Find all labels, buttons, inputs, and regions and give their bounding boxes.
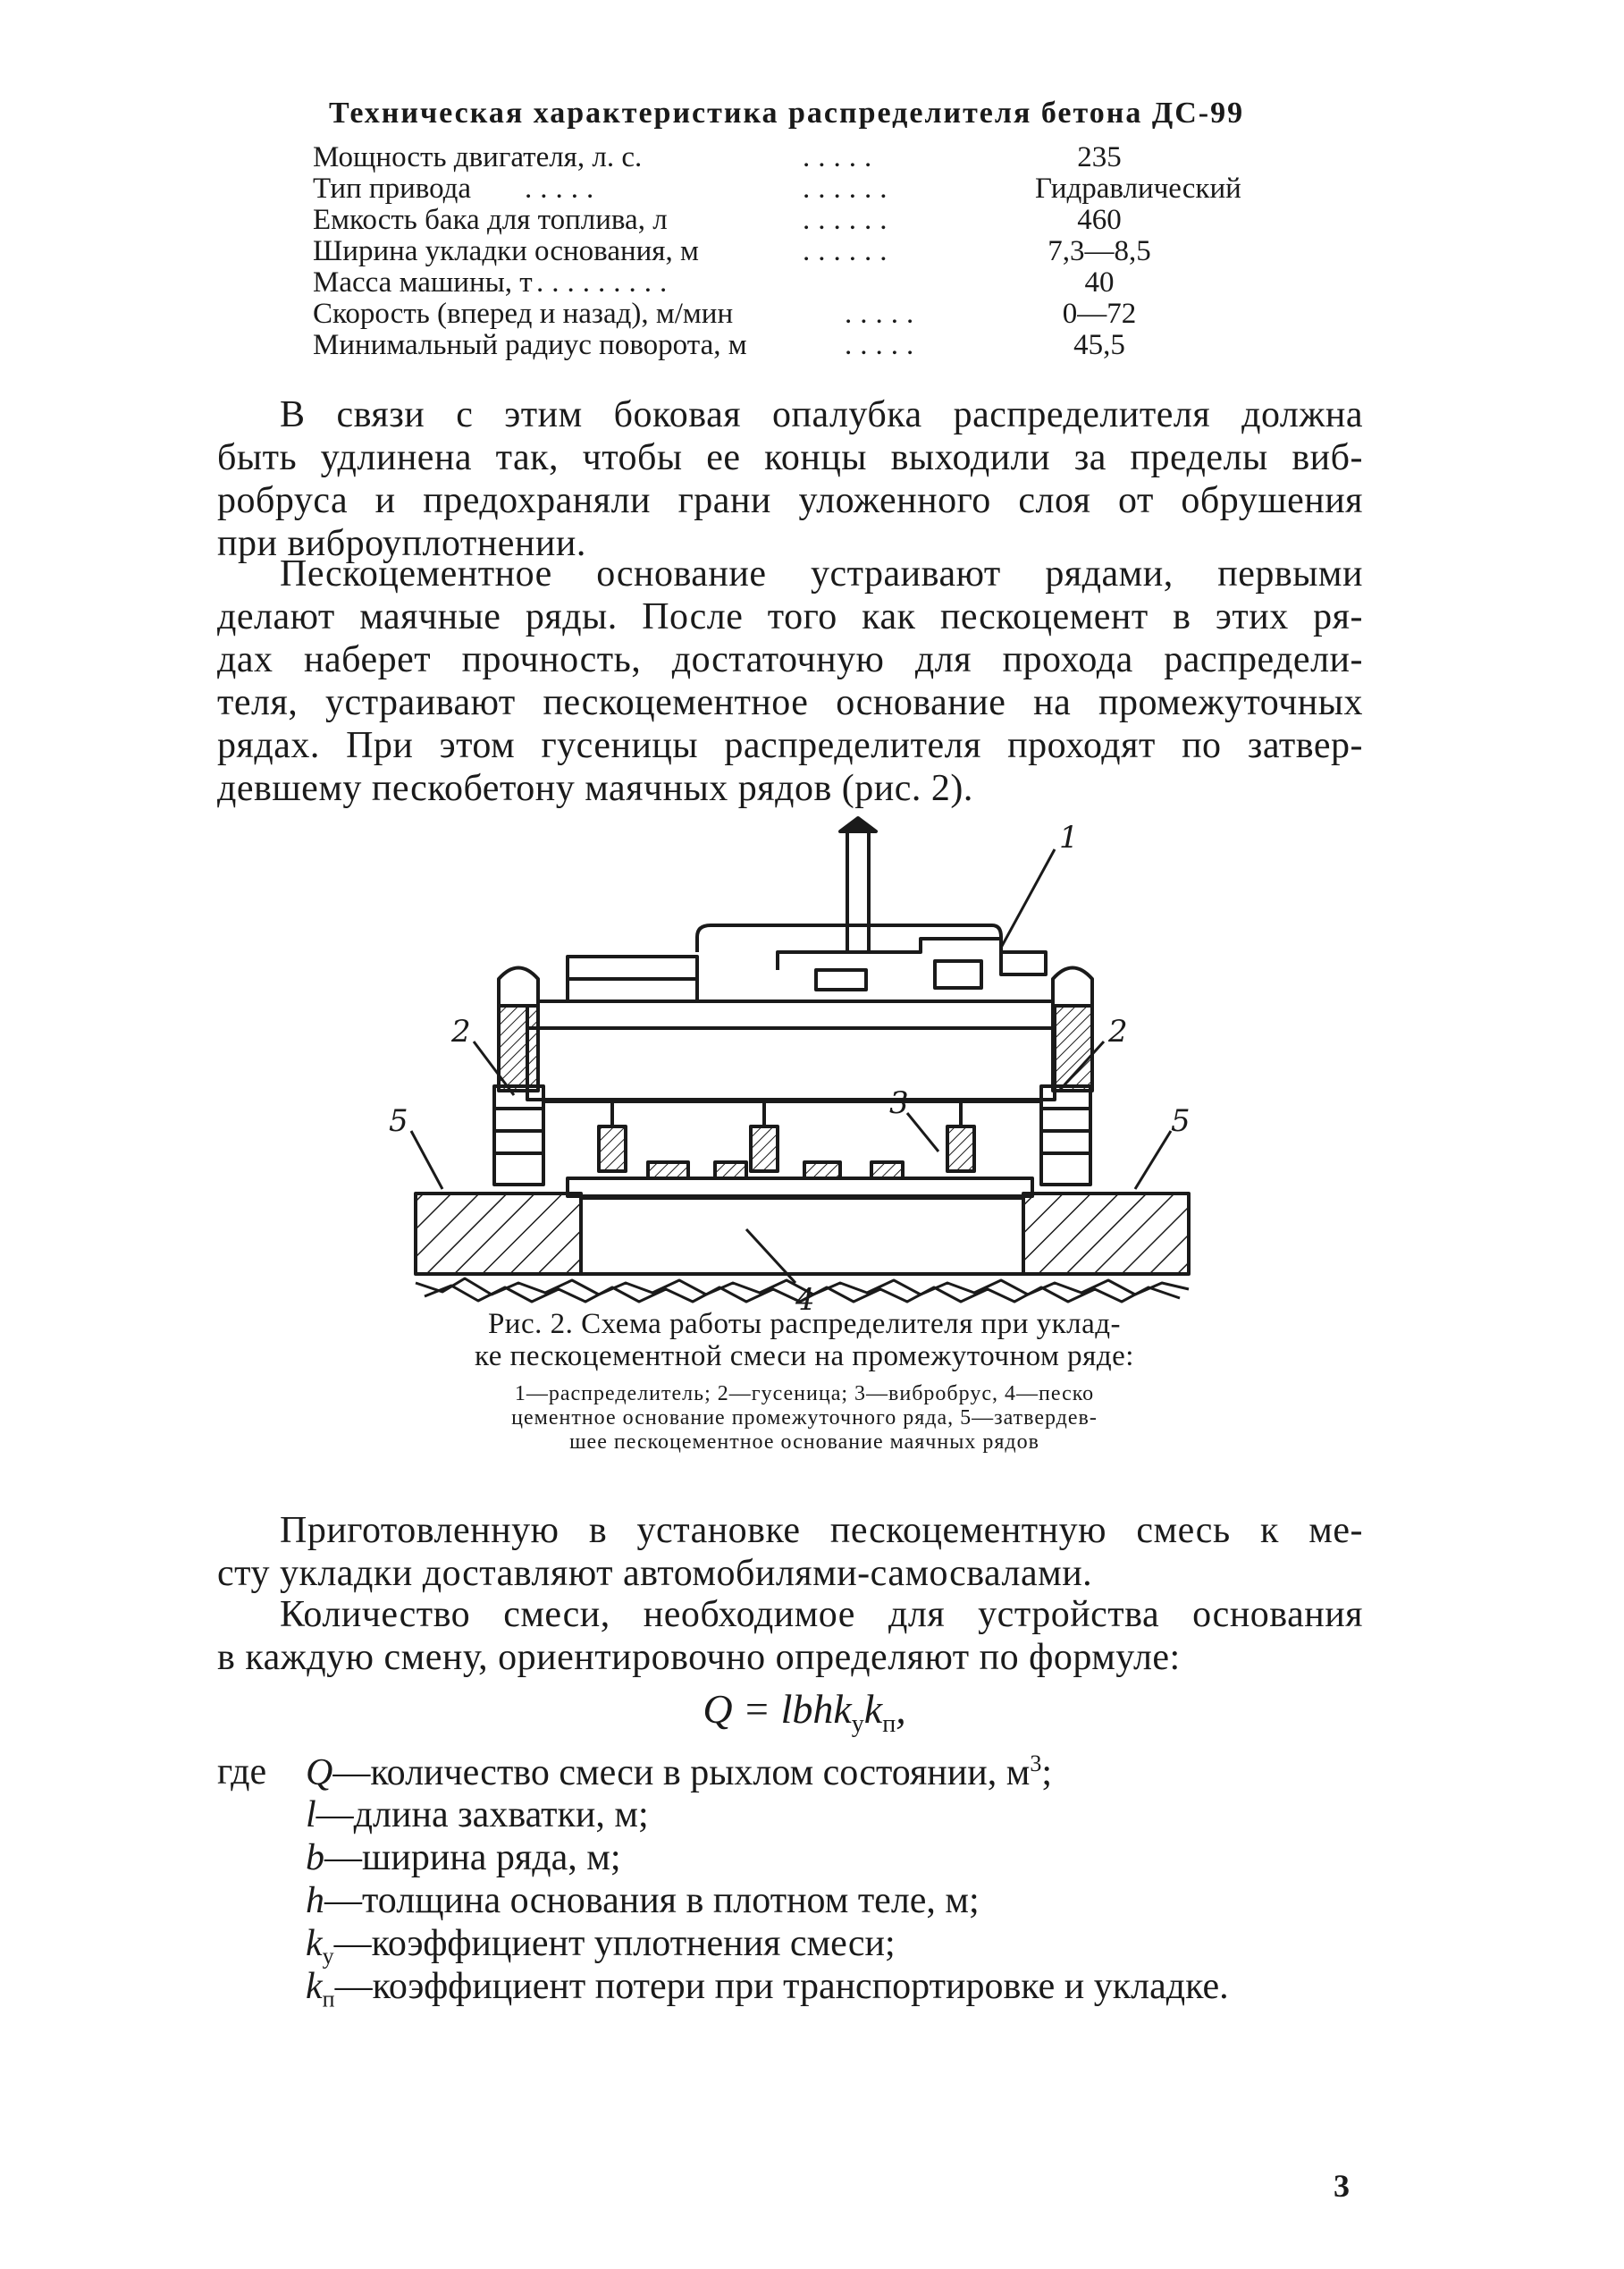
- text-line: дах наберет прочность, достаточную для прохода распредели-: [217, 639, 1363, 680]
- track-cap-right: [1053, 968, 1092, 1007]
- where-intro: где: [217, 1751, 267, 1792]
- page-number: 3: [1334, 2168, 1350, 2204]
- spec-label: Скорость (вперед и назад), м/мин: [313, 298, 734, 330]
- dot-leader: ......: [803, 173, 896, 205]
- text-line: при виброуплотнении.: [217, 523, 586, 564]
- paragraph: [217, 393, 1363, 565]
- variable-definition: $k_у—коэффициент$ уплотнения смеси;: [306, 1923, 896, 1970]
- figure-legend: 1—распределитель; 2—гусеница; 3—вибробрус, 4—песко: [514, 1382, 1095, 1405]
- track-column-left: [499, 1006, 538, 1091]
- screed-pad: [715, 1162, 746, 1178]
- figure-label: 4: [795, 1282, 815, 1318]
- spec-label: Мощность двигателя, л. с.: [313, 141, 643, 173]
- engine-box: [568, 979, 697, 1001]
- cab-window: [816, 970, 866, 990]
- dot-leader: .....: [803, 141, 880, 173]
- track-cap-left: [499, 968, 538, 1007]
- formula: $Q = lbhk_уk_п$,: [703, 1686, 906, 1739]
- screed-pad: [804, 1162, 840, 1178]
- spec-value: 0—72: [1062, 298, 1137, 330]
- text-line: Пескоцементное основание устраивают рядами, первыми: [280, 553, 1363, 595]
- frame-cap: [1001, 952, 1046, 974]
- variable-definition: b—ширина ряда, м;: [306, 1837, 621, 1878]
- vibrating-screed: [568, 1178, 1032, 1196]
- vibrator: [947, 1126, 974, 1171]
- variable-definition: h—толщина основания в плотном теле, м;: [306, 1880, 980, 1921]
- spec-row: [313, 329, 1278, 361]
- dot-leader: .....: [525, 173, 602, 205]
- text-line: робруса и предохраняли грани уложенного слоя от обрушения: [217, 480, 1363, 521]
- dot-leader: ......: [803, 204, 896, 236]
- dot-leader: .........: [536, 266, 676, 299]
- text-line: в каждую смену, ориентировочно определяют по формуле:: [217, 1637, 1181, 1678]
- spec-label: Минимальный радиус поворота, м: [313, 329, 747, 361]
- dot-leader: .....: [845, 298, 922, 330]
- dot-leader: ......: [803, 235, 896, 267]
- figure-label: 5: [1171, 1103, 1191, 1139]
- spec-label: Ширина укладки основания, м: [313, 235, 699, 267]
- spec-value: 235: [1077, 141, 1122, 173]
- exhaust-cap: [840, 818, 876, 831]
- spec-value: Гидравлический: [1035, 173, 1241, 205]
- dot-leader: .....: [845, 329, 922, 361]
- spec-row: [313, 235, 1278, 267]
- screed-pad: [648, 1162, 688, 1178]
- engine-box: [568, 957, 697, 979]
- spec-label: Тип привода: [313, 173, 472, 205]
- spec-row: [313, 298, 1278, 330]
- intermediate-base: [581, 1198, 1023, 1274]
- spec-value: 45,5: [1073, 329, 1125, 361]
- variable-definition: $k_п—коэффициент$ потери при транспортировке и укладке.: [306, 1966, 1229, 2012]
- cab-line: [778, 939, 1001, 970]
- spec-row: [313, 266, 1278, 299]
- text-line: рядах. При этом гусеницы распределителя проходят по затвер-: [217, 725, 1363, 766]
- paragraph: [217, 552, 1363, 810]
- text-line: сту укладки доставляют автомобилями-самосвалами.: [217, 1553, 1093, 1594]
- spec-label: Емкость бака для топлива, л: [313, 204, 668, 236]
- screed-pad: [871, 1162, 903, 1178]
- figure-caption: Рис. 2. Схема работы распределителя при уклад-: [487, 1308, 1122, 1340]
- spec-label: Масса машины, т: [313, 266, 533, 299]
- figure-label: 5: [389, 1103, 408, 1139]
- spec-row: [313, 204, 1278, 236]
- spec-row: [313, 141, 1278, 173]
- figure-label: 1: [1059, 820, 1079, 856]
- variable-definition: l—длина захватки, м;: [306, 1794, 649, 1835]
- spreader-diagram: [375, 796, 1233, 1318]
- cured-base-right: [1023, 1194, 1189, 1274]
- spec-row: [313, 173, 1278, 205]
- text-line: В связи с этим боковая опалубка распределителя должна: [280, 394, 1363, 435]
- cured-base-left: [416, 1194, 581, 1274]
- figure-label: 3: [889, 1085, 909, 1121]
- text-line: Количество смеси, необходимое для устройства основания: [280, 1594, 1363, 1635]
- figure-label: 2: [451, 1014, 471, 1050]
- spec-value: 460: [1077, 204, 1122, 236]
- text-line: делают маячные ряды. После того как пескоцемент в этих ря-: [217, 596, 1363, 637]
- spec-value: 7,3—8,5: [1048, 235, 1151, 267]
- variable-definition: Q—количество смеси в рыхлом состоянии, $м^3$;: [306, 1750, 1052, 1793]
- spec-table-title: Техническая характеристика распределителя бетона ДС-99: [329, 97, 1245, 130]
- text-line: теля, устраивают пескоцементное основание на промежуточных: [217, 682, 1363, 723]
- figure-legend: цементное основание промежуточного ряда, 5—затвердев-: [511, 1406, 1098, 1430]
- figure-legend: шее пескоцементное основание маячных рядов: [569, 1430, 1039, 1454]
- text-line: быть удлинена так, чтобы ее концы выходили за пределы виб-: [217, 437, 1363, 478]
- cab-window: [935, 961, 981, 988]
- paragraph: [217, 1593, 1363, 1679]
- figure-caption: ке пескоцементной смеси на промежуточном ряде:: [475, 1340, 1134, 1372]
- exhaust-pipe: [847, 831, 869, 952]
- spec-value: 40: [1084, 266, 1115, 299]
- text-line: Приготовленную в установке пескоцементную смесь к ме-: [280, 1510, 1363, 1551]
- vibrator: [751, 1126, 778, 1171]
- track-column-right: [1053, 1006, 1092, 1091]
- machine-frame: [527, 1001, 1055, 1100]
- text-line: девшему пескобетону маячных рядов (рис. 2).: [217, 768, 973, 809]
- paragraph: [217, 1509, 1363, 1595]
- vibrator: [599, 1126, 626, 1171]
- figure-label: 2: [1108, 1014, 1128, 1050]
